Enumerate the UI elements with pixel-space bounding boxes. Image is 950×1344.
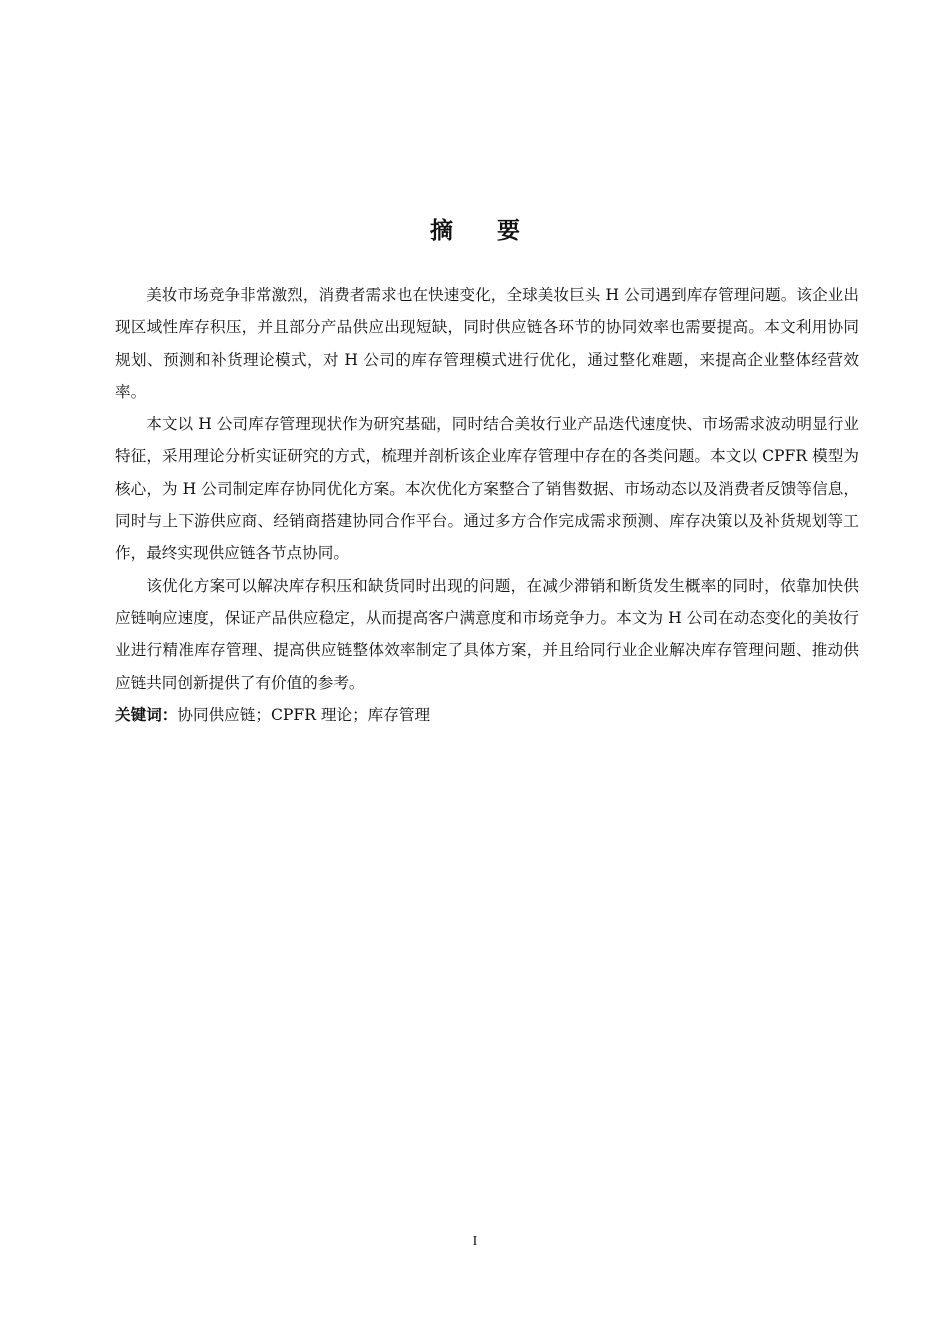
abstract-paragraph-3: 该优化方案可以解决库存积压和缺货同时出现的问题，在减少滞销和断货发生概率的同时，依靠加快供应链响应速度，保证产品供应稳定，从而提高客户满意度和市场竞争力。本文为 H 公司在动态变化的美妆行业进行精准库存管理、提高供应链整体效率制定了具体方案，并且给同行业企业解决库存管理问题、推动供应链共同创新提供了有价值的参考。: [115, 576, 859, 692]
keywords-label: 关键词：: [115, 705, 178, 724]
abstract-title-part1: 摘: [430, 218, 453, 244]
abstract-body: [115, 279, 859, 731]
page-number: I: [472, 1234, 478, 1249]
abstract-title-part2: 要: [497, 218, 520, 244]
abstract-paragraph-2: 本文以 H 公司库存管理现状作为研究基础，同时结合美妆行业产品迭代速度快、市场需求波动明显行业特征，采用理论分析实证研究的方式，梳理并剖析该企业库存管理中存在的各类问题。本文以 CPFR 模型为核心，为 H 公司制定库存协同优化方案。本次优化方案整合了销售数据、市场动态以及消费者反馈等信息，同时与上下游供应商、经销商搭建协同合作平台。通过多方合作完成需求预测、库存决策以及补货规划等工作，最终实现供应链各节点协同。: [115, 415, 859, 563]
abstract-paragraph-1: 美妆市场竞争非常激烈，消费者需求也在快速变化，全球美妆巨头 H 公司遇到库存管理问题。该企业出现区域性库存积压，并且部分产品供应出现短缺，同时供应链各环节的协同效率也需要提高。本文利用协同规划、预测和补货理论模式，对 H 公司的库存管理模式进行优化，通过整化难题，来提高企业整体经营效率。: [115, 286, 859, 401]
keywords-line: [115, 699, 859, 731]
abstract-title: [0, 212, 950, 245]
keywords-text: 协同供应链；CPFR 理论；库存管理: [177, 705, 431, 724]
